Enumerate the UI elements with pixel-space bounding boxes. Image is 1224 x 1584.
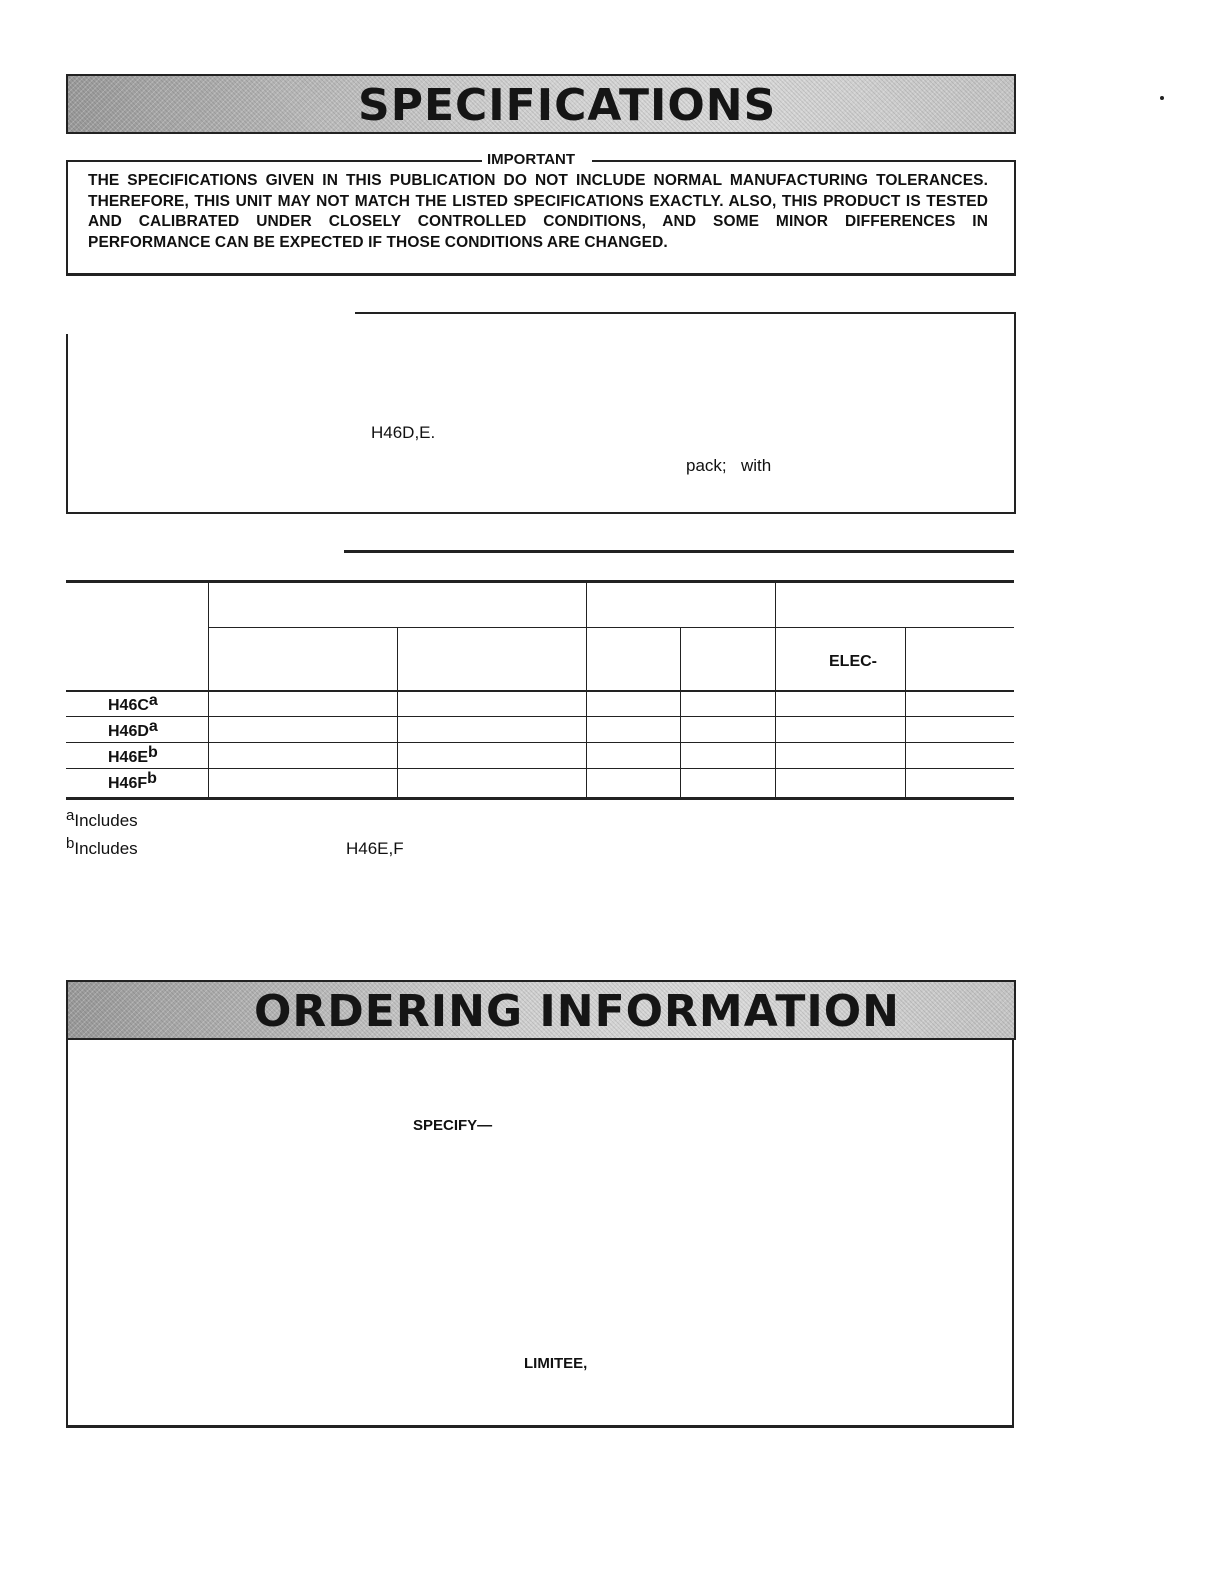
- ordering-title: ORDERING INFORMATION: [254, 986, 900, 1037]
- footnote-a: $^a$Includes: [66, 807, 138, 830]
- specifications-banner: [66, 74, 1016, 134]
- ordering-banner: [66, 980, 1016, 1040]
- table-col-divider-5: [775, 582, 776, 798]
- electrical-fragment-pack: pack;: [686, 456, 727, 475]
- electrical-box-left-rule: [66, 334, 68, 514]
- important-rule-left: [66, 160, 482, 162]
- important-notice-text: THE SPECIFICATIONS GIVEN IN THIS PUBLICATION DO NOT INCLUDE NORMAL MANUFACTURING TOLERANCES. THEREFORE, THIS UNIT MAY NOT MATCH THE LISTED SPECIFICATIONS EXACTLY. ALSO, THIS PRODUCT IS TESTED AND CALIBRATED UNDER CLOSELY CONTROLLED CONDITIONS, AND SOME MINOR DIFFERENCES IN PERFORMANCE CAN BE EXPECTED IF THOSE CONDITIONS ARE CHANGED.: [88, 172, 988, 251]
- table-subheader-rule: [208, 627, 1014, 628]
- stray-mark: [1160, 96, 1164, 100]
- table-row-model: $H46E^b$: [108, 744, 158, 766]
- ordering-limitee-label: LIMITEE,: [524, 1355, 588, 1372]
- electrical-fragment-models: H46D,E.: [371, 423, 436, 442]
- table-row-model: $H46C^a$: [108, 692, 158, 714]
- important-label: IMPORTANT: [487, 151, 576, 168]
- table-row-model: $H46D^a$: [108, 718, 158, 740]
- table-col-divider-1: [208, 582, 209, 798]
- electrical-box: [66, 312, 1016, 514]
- table-section-rule: [344, 550, 1014, 553]
- electrical-fragment-with: with: [741, 456, 772, 475]
- important-rule-right: [592, 160, 1016, 162]
- table-col-divider-6: [905, 628, 906, 798]
- ordering-specify-label: SPECIFY—: [413, 1117, 493, 1134]
- footnote-b: $^b$Includes: [66, 835, 138, 858]
- electrical-box-top-rule: [355, 312, 1015, 314]
- table-row-model: $H46F^b$: [108, 770, 157, 792]
- table-header-elec: ELEC-: [829, 653, 877, 670]
- table-col-divider-4: [680, 628, 681, 798]
- footnote-b-models: H46E,F: [346, 839, 404, 858]
- specifications-title: SPECIFICATIONS: [358, 80, 777, 131]
- table-col-divider-2: [397, 628, 398, 798]
- table-col-divider-3: [586, 582, 587, 798]
